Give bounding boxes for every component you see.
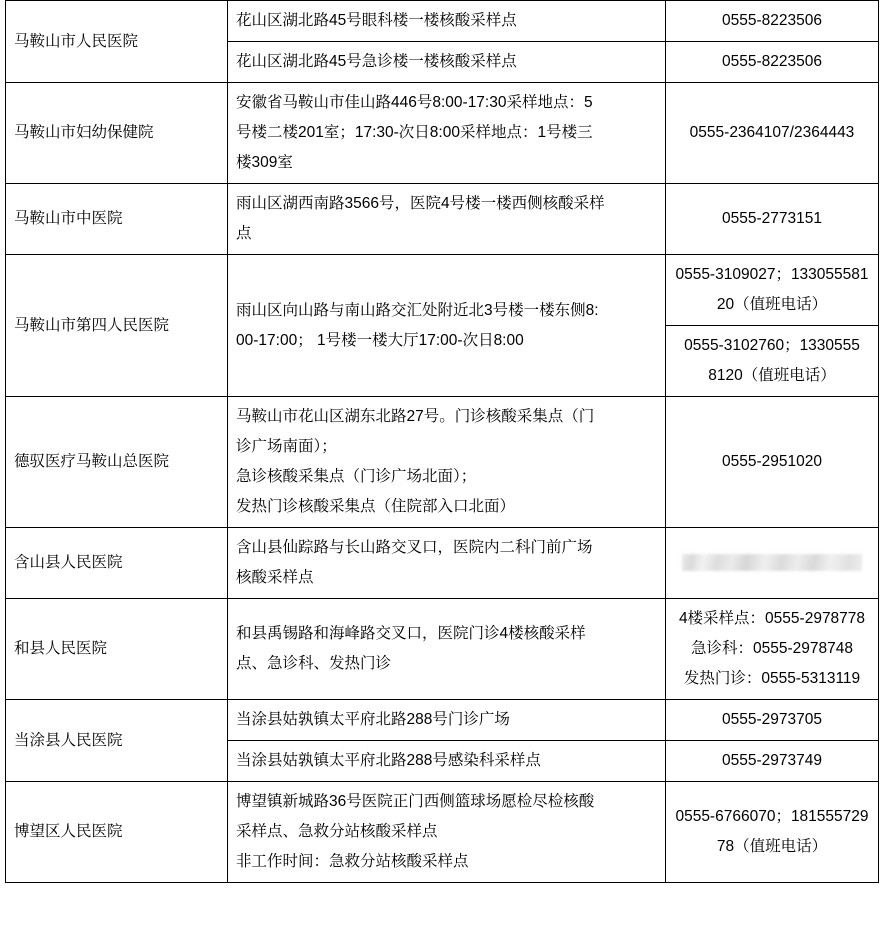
contact-phone [666, 397, 879, 528]
address-line: 雨山区向山路与南山路交汇处附近北3号楼一楼东侧8: [236, 301, 599, 319]
address-line: 号楼二楼201室；17:30-次日8:00采样地点：1号楼三 [236, 124, 593, 141]
hospital-name: 含山县人民医院 [6, 528, 228, 599]
sampling-address [228, 599, 666, 700]
hospital-name: 德驭医疗马鞍山总医院 [6, 397, 228, 528]
phone-line: 8120（值班电话） [708, 367, 836, 384]
sampling-address [228, 700, 666, 741]
table-row [6, 700, 879, 741]
contact-phone [666, 782, 879, 883]
phone-line: 发热门诊：0555-5313119 [683, 670, 861, 687]
phone-line: 0555-8223506 [722, 53, 822, 70]
phone-line: 78（值班电话） [716, 838, 828, 855]
contact-phone [666, 42, 879, 83]
address-line: 核酸采样点 [236, 569, 314, 586]
redaction-blur [674, 548, 870, 578]
sampling-address [228, 1, 666, 42]
hospital-name: 马鞍山市人民医院 [6, 1, 228, 83]
phone-line: 0555-3102760；1330555 [684, 337, 860, 354]
contact-phone [666, 599, 879, 700]
phone-line: 0555-2364107/2364443 [689, 124, 855, 141]
table-row [6, 83, 879, 184]
address-line: 和县禹锡路和海峰路交叉口，医院门诊4楼核酸采样 [236, 625, 586, 642]
address-line: 花山区湖北路45号眼科楼一楼核酸采样点 [236, 12, 517, 29]
address-line: 楼309室 [236, 154, 293, 171]
sampling-address [228, 42, 666, 83]
phone-line: 急诊科：0555-2978748 [691, 640, 853, 657]
phone-line: 0555-6766070；181555729 [675, 808, 869, 825]
phone-line: 0555-2951020 [722, 453, 822, 470]
contact-phone-redacted [666, 528, 879, 599]
table-row [6, 1, 879, 42]
address-line: 安徽省马鞍山市佳山路446号8:00-17:30采样地点：5 [236, 94, 593, 111]
table-row [6, 255, 879, 326]
sampling-address [228, 184, 666, 255]
contact-phone [666, 1, 879, 42]
address-line: 博望镇新城路36号医院正门西侧篮球场愿检尽检核酸 [236, 793, 595, 810]
hospital-name: 和县人民医院 [6, 599, 228, 700]
address-line: 点 [236, 225, 252, 242]
table-row [6, 397, 879, 528]
address-line: 00-17:00； 1号楼一楼大厅17:00-次日8:00 [236, 331, 524, 349]
hospital-name: 当涂县人民医院 [6, 700, 228, 782]
address-line: 非工作时间：急救分站核酸采样点 [236, 853, 469, 870]
address-line: 点、急诊科、发热门诊 [236, 655, 392, 672]
phone-line: 0555-2973749 [722, 752, 822, 769]
phone-line: 0555-2773151 [722, 210, 822, 227]
sampling-address [228, 255, 666, 397]
contact-phone [666, 326, 879, 397]
phone-line: 20（值班电话） [716, 296, 828, 313]
address-line: 诊广场南面）； [236, 438, 337, 455]
contact-phone [666, 184, 879, 255]
phone-line: 0555-8223506 [722, 12, 822, 29]
contact-phone [666, 741, 879, 782]
contact-phone [666, 700, 879, 741]
phone-line: 0555-2973705 [722, 711, 822, 728]
contact-phone [666, 255, 879, 326]
hospital-name: 马鞍山市中医院 [6, 184, 228, 255]
sampling-address [228, 782, 666, 883]
hospital-name: 博望区人民医院 [6, 782, 228, 883]
address-line: 马鞍山市花山区湖东北路27号。门诊核酸采集点（门 [236, 408, 595, 425]
address-line: 含山县仙踪路与长山路交叉口，医院内二科门前广场 [236, 539, 593, 556]
address-line: 急诊核酸采集点（门诊广场北面）； [236, 468, 477, 485]
hospital-name: 马鞍山市妇幼保健院 [6, 83, 228, 184]
address-line: 当涂县姑孰镇太平府北路288号门诊广场 [236, 711, 510, 728]
contact-phone [666, 83, 879, 184]
sampling-address [228, 397, 666, 528]
sampling-address [228, 528, 666, 599]
table-row [6, 782, 879, 883]
table-row [6, 599, 879, 700]
sampling-address [228, 741, 666, 782]
nucleic-acid-sampling-table [5, 0, 879, 883]
address-line: 采样点、急救分站核酸采样点 [236, 823, 438, 840]
phone-line: 0555-3109027；133055581 [675, 266, 869, 283]
sampling-address [228, 83, 666, 184]
table-row [6, 528, 879, 599]
hospital-name: 马鞍山市第四人民医院 [6, 255, 228, 397]
table-row [6, 184, 879, 255]
address-line: 发热门诊核酸采集点（住院部入口北面） [236, 498, 516, 515]
address-line: 花山区湖北路45号急诊楼一楼核酸采样点 [236, 53, 517, 70]
phone-line: 4楼采样点：0555-2978778 [678, 610, 866, 627]
address-line: 雨山区湖西南路3566号，医院4号楼一楼西侧核酸采样 [236, 195, 605, 212]
address-line: 当涂县姑孰镇太平府北路288号感染科采样点 [236, 752, 541, 769]
